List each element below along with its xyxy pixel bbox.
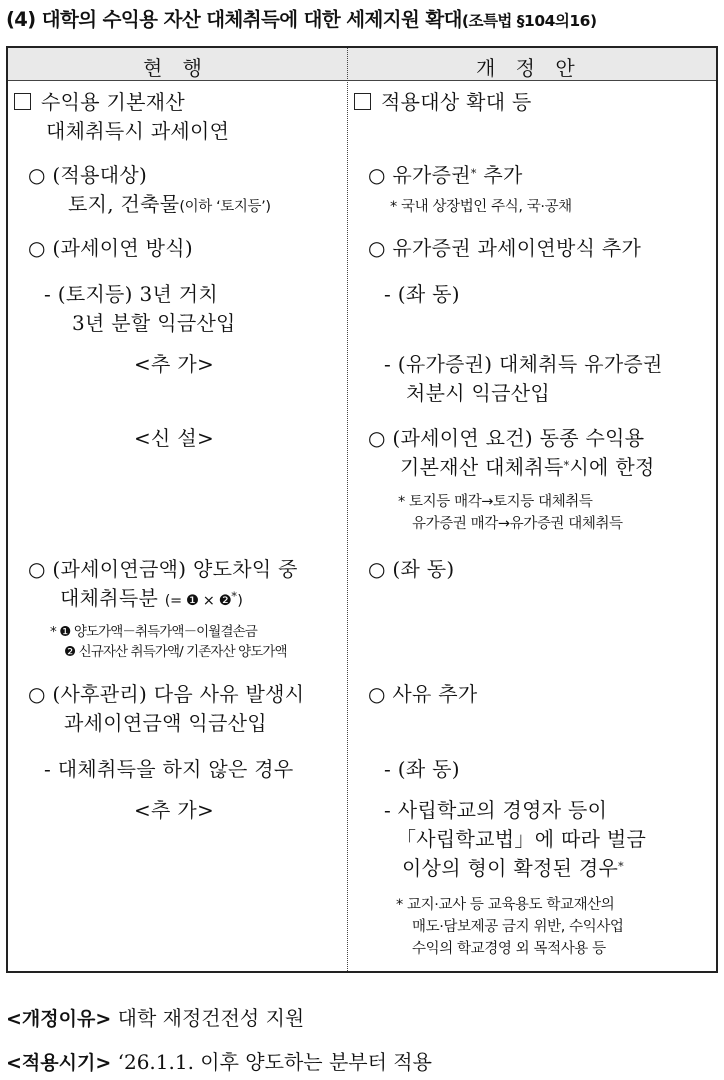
header-amended: 개 정 안: [476, 56, 575, 80]
section-title-main: (4) 대학의 수익용 자산 대체취득에 대한 세제지원 확대: [6, 8, 462, 31]
amendment-reason: [6, 1002, 304, 1031]
left-amount-label: 대체취득분: [60, 586, 159, 610]
right-added-note3: 수익의 학교경영 외 목적사용 등: [412, 941, 606, 957]
column-divider: [347, 48, 348, 971]
right-post-same: - (좌 동): [384, 757, 460, 781]
left-amount-close: ): [237, 593, 243, 609]
left-scope-heading: ○ (적용대상): [28, 163, 148, 187]
effective-date-label: <적용시기>: [6, 1052, 112, 1074]
right-requirement-heading: ○ (과세이연 요건) 동종 수익용: [368, 426, 645, 450]
left-add-placeholder-1: <추 가>: [134, 352, 215, 376]
right-requirement-star: *: [563, 459, 570, 472]
left-scope-text: [68, 190, 271, 219]
right-box-line1: 적용대상 확대 등: [381, 90, 532, 114]
right-added-case-text: 이상의 형이 확정된 경우: [402, 856, 619, 880]
right-requirement-note2: 유가증권 매각→유가증권 대체취득: [412, 516, 623, 532]
right-post-heading: ○ 사유 추가: [368, 682, 478, 706]
law-reference: (조특법 §104의16): [461, 12, 597, 30]
right-amount-same: ○ (좌 동): [368, 557, 455, 581]
left-amount-heading: ○ (과세이연금액) 양도차익 중: [28, 557, 298, 581]
left-box-line1: 수익용 기본재산: [41, 90, 185, 114]
checkbox-square-icon: [354, 93, 371, 110]
right-scope-note: * 국내 상장법인 주식, 국·공채: [390, 199, 572, 215]
left-box-item: [14, 88, 185, 117]
right-requirement-line2: [400, 453, 655, 482]
left-amount-formula: (= ❶ × ❷: [164, 593, 232, 609]
left-amount-note1: * ❶ 양도가액－취득가액－이월결손금: [50, 624, 257, 640]
left-amount-note2: ❷ 신규자산 취득가액/ 기존자산 양도가액: [64, 644, 287, 660]
right-method-same: - (좌 동): [384, 282, 460, 306]
amendment-reason-label: <개정이유>: [6, 1008, 112, 1030]
right-securities-line2: 처분시 익금산입: [406, 381, 550, 405]
left-add-placeholder-2: <추 가>: [134, 798, 215, 822]
table-header: [8, 48, 716, 81]
right-added-note1: * 교지·교사 등 교육용도 학교재산의: [396, 897, 615, 913]
right-requirement-note1: * 토지등 매각→토지등 대체취득: [398, 494, 593, 510]
left-method-line1: - (토지등) 3년 거치: [44, 282, 218, 306]
left-method-line2: 3년 분할 익금산입: [72, 311, 236, 335]
right-added-case-star: *: [618, 860, 624, 873]
right-scope-tail: 추가: [476, 163, 523, 187]
left-post-case: - 대체취득을 하지 않은 경우: [44, 757, 294, 781]
right-added-note2: 매도·담보제공 금지 위반, 수익사업: [412, 919, 624, 935]
right-scope-heading: [368, 161, 523, 190]
left-amount-line2: [60, 584, 242, 613]
right-requirement-text: 기본재산 대체취득: [400, 455, 564, 479]
comparison-table: [6, 46, 718, 973]
left-post-line2: 과세이연금액 익금산입: [64, 711, 267, 735]
right-requirement-tail: 시에 한정: [569, 455, 655, 479]
left-scope-note: (이하 ‘토지등’): [179, 199, 271, 215]
effective-date: [6, 1046, 432, 1075]
right-added-case-line2: 「사립학교법」에 따라 벌금: [396, 827, 647, 851]
right-added-case-line1: - 사립학교의 경영자 등이: [384, 798, 608, 822]
effective-date-text: ‘26.1.1. 이후 양도하는 분부터 적용: [117, 1050, 432, 1074]
left-new-placeholder: <신 설>: [134, 426, 215, 450]
right-method-heading: ○ 유가증권 과세이연방식 추가: [368, 236, 642, 260]
left-scope-value: 토지, 건축물: [68, 192, 180, 216]
header-current: 현 행: [143, 56, 202, 80]
right-scope-label: ○ 유가증권: [368, 163, 471, 187]
left-post-heading: ○ (사후관리) 다음 사유 발생시: [28, 682, 305, 706]
checkbox-square-icon: [14, 93, 31, 110]
right-scope-star: *: [470, 167, 477, 180]
right-box-item: [354, 88, 532, 117]
right-added-case-line3: [402, 854, 624, 883]
amendment-reason-text: 대학 재정건전성 지원: [117, 1006, 305, 1030]
left-amount-star: *: [231, 590, 238, 603]
right-securities-line1: - (유가증권) 대체취득 유가증권: [384, 352, 663, 376]
section-title: [6, 4, 722, 32]
left-method-heading: ○ (과세이연 방식): [28, 236, 193, 260]
left-box-line2: 대체취득시 과세이연: [46, 119, 230, 143]
